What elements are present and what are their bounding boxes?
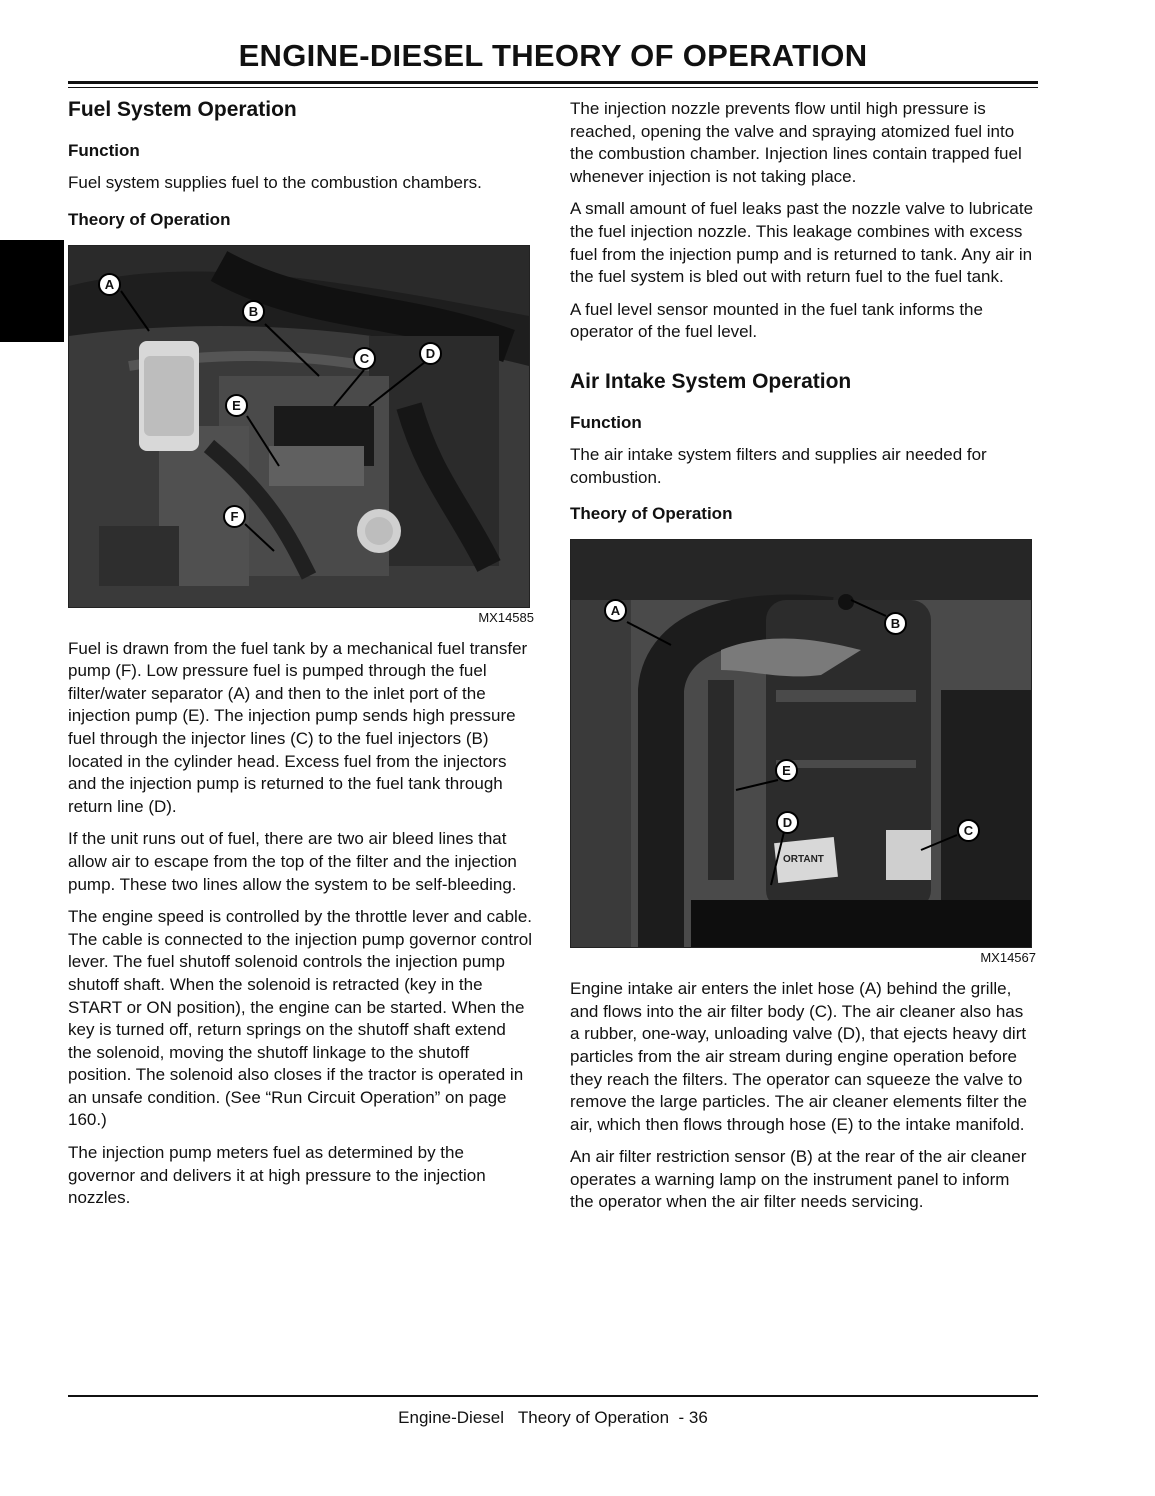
footer-rule [68, 1395, 1038, 1397]
air-function-text: The air intake system filters and supplies air needed for combustion. [570, 444, 987, 487]
air-callout-c: C [957, 819, 980, 842]
fuel-right-paragraph-1: The injection nozzle prevents flow until high pressure is reached, opening the valve and spraying atomized fuel into the combustion chamber. Injection lines contain trapped fuel whenever injection is not taking place. [570, 99, 1022, 186]
warning-label-text: ORTANT [783, 854, 824, 866]
right-column [570, 98, 1036, 1224]
air-callout-e: E [775, 759, 798, 782]
section-thumb-tab [0, 240, 64, 342]
fuel-callout-c: C [353, 347, 376, 370]
air-cleaner-illustration [571, 540, 1031, 947]
air-intake-photo [570, 539, 1032, 948]
air-callout-a: A [604, 599, 627, 622]
fuel-engine-illustration [69, 246, 529, 607]
fuel-paragraph-2: If the unit runs out of fuel, there are two air bleed lines that allow air to escape from the top of the filter and the injection pump. These two lines allow the system to be self-bleeding. [68, 829, 517, 894]
title-rule [68, 81, 1038, 84]
air-figure-caption: MX14567 [980, 950, 1036, 966]
fuel-function-text: Fuel system supplies fuel to the combustion chambers. [68, 173, 482, 192]
fuel-callout-b: B [242, 300, 265, 323]
fuel-section-heading: Fuel System Operation [68, 98, 297, 121]
fuel-callout-a: A [98, 273, 121, 296]
left-column [68, 96, 534, 1220]
air-function-label: Function [570, 412, 642, 432]
fuel-paragraph-1: Fuel is drawn from the fuel tank by a mechanical fuel transfer pump (F). Low pressure fuel is pumped through the fuel filter/water separator (A) and then to the inlet port of the injection pump (E). The injection pump sends high pressure fuel through the injector lines (C) to the fuel injectors (B) located in the cylinder head. Excess fuel from the injectors and the injection pump is returned to the fuel tank through return line (D). [68, 638, 528, 816]
fuel-paragraph-4: The injection pump meters fuel as determined by the governor and delivers it at high pressure to the injection nozzles. [68, 1143, 486, 1208]
fuel-callout-f: F [223, 505, 246, 528]
page-title: ENGINE-DIESEL THEORY OF OPERATION [238, 38, 868, 73]
fuel-paragraph-3: The engine speed is controlled by the throttle lever and cable. The cable is connected to the injection pump governor control lever. The fuel shutoff solenoid controls the injection pump shutoff shaft. When the solenoid is retracted (key in the START or ON position), the engine can be started. When the key is turned off, return springs on the shutoff shaft extend the solenoid, moving the shutoff linkage to the shutoff position. The solenoid also closes if the tractor is operated in an unsafe condition. (See “Run Circuit Operation” on page 160.) [68, 907, 533, 1130]
air-callout-b: B [884, 612, 907, 635]
air-section-heading: Air Intake System Operation [570, 369, 852, 393]
title-rule-thin [68, 87, 1038, 88]
fuel-callout-e: E [225, 394, 248, 417]
page-footer: Engine-Diesel Theory of Operation - 36 [398, 1408, 708, 1427]
fuel-right-paragraph-2: A small amount of fuel leaks past the nozzle valve to lubricate the fuel injection nozzle. This leakage combines with excess fuel from the injection pump and is returned to tank. Any air in the fuel system is bled out with return fuel to the fuel tank. [570, 199, 1034, 287]
air-paragraph-1: Engine intake air enters the inlet hose (A) behind the grille, and flows into the air filter body (C). The air cleaner also has a rubber, one-way, unloading valve (D), that ejects heavy dirt particles from the air stream during engine operation before they reach the filters. The operator can squeeze the valve to remove the large particles. The air cleaner elements filter the air, which then flows through hose (E) to the intake manifold. [570, 979, 1028, 1134]
fuel-right-paragraph-3: A fuel level sensor mounted in the fuel tank informs the operator of the fuel level. [570, 299, 983, 342]
fuel-callout-d: D [419, 342, 442, 365]
fuel-system-photo [68, 245, 530, 608]
fuel-function-label: Function [68, 141, 140, 160]
air-theory-label: Theory of Operation [570, 504, 733, 524]
fuel-figure-caption: MX14585 [478, 609, 534, 625]
air-paragraph-2: An air filter restriction sensor (B) at the rear of the air cleaner operates a warning lamp on the instrument panel to inform the operator when the air filter needs servicing. [570, 1147, 1027, 1212]
fuel-theory-label: Theory of Operation [68, 209, 231, 229]
air-callout-d: D [776, 811, 799, 834]
